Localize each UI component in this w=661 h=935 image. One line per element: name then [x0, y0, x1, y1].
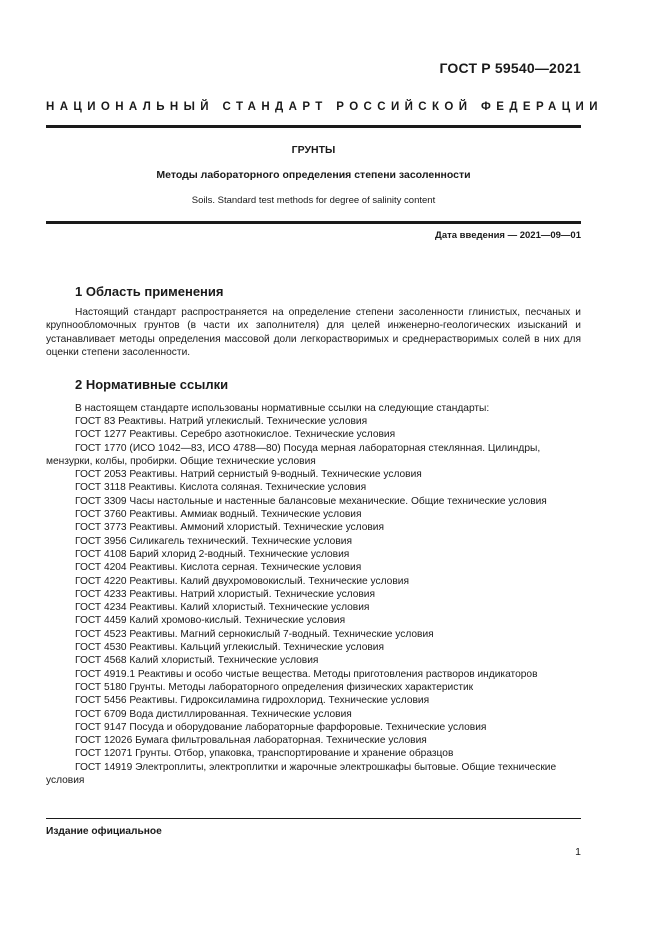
reference-item: ГОСТ 83 Реактивы. Натрий углекислый. Технические условия — [75, 416, 368, 427]
reference-item: ГОСТ 4108 Барий хлорид 2-водный. Технические условия — [75, 548, 350, 560]
page-number: 1 — [575, 846, 581, 858]
section-heading-scope: 1 Область применения — [75, 284, 224, 299]
reference-item: ГОСТ 4459 Калий хромово-кислый. Технические условия — [75, 615, 346, 627]
reference-item: ГОСТ 5180 Грунты. Методы лабораторного определения физических характеристик — [75, 681, 474, 693]
references-lead: В настоящем стандарте использованы нормативные ссылки на следующие стандарты: — [75, 403, 490, 414]
document-title: ГРУНТЫ — [291, 144, 336, 156]
reference-item: ГОСТ 4234 Реактивы. Калий хлористый. Технические условия — [75, 602, 370, 614]
top-rule — [46, 125, 581, 128]
title-bottom-rule — [46, 221, 581, 224]
reference-list — [46, 415, 581, 787]
reference-item: ГОСТ 4919.1 Реактивы и особо чистые вещества. Методы приготовления растворов индикаторов — [75, 668, 538, 680]
introduction-date: Дата введения — 2021—09—01 — [435, 230, 581, 241]
section-heading-references: 2 Нормативные ссылки — [75, 377, 229, 392]
reference-item: ГОСТ 12071 Грунты. Отбор, упаковка, транспортирование и хранение образцов — [75, 748, 454, 760]
reference-item: ГОСТ 4204 Реактивы. Кислота серная. Технические условия — [75, 562, 362, 574]
official-edition-label: Издание официальное — [46, 826, 162, 837]
reference-item: ГОСТ 4523 Реактивы. Магний сернокислый 7-водный. Технические условия — [75, 628, 434, 640]
scope-paragraph: Настоящий стандарт распространяется на определение степени засоленности глинистых, песчаных и крупнообломочных грунтов (в части их заполнителя) для целей инженерно-геологических изысканий и устанавливает методы определения массовой доли легкорастворимых и среднерастворимых солей в них для оценки степени засоленности. — [46, 307, 581, 358]
reference-item: ГОСТ 14919 Электроплиты, электроплитки и жарочные электрошкафы бытовые. Общие технические условия — [46, 761, 557, 787]
reference-item: ГОСТ 4233 Реактивы. Натрий хлористый. Технические условия — [75, 588, 376, 600]
document-number: ГОСТ Р 59540—2021 — [439, 60, 581, 76]
reference-item: ГОСТ 3956 Силикагель технический. Технические условия — [75, 535, 352, 547]
reference-item: ГОСТ 3773 Реактивы. Аммоний хлористый. Технические условия — [75, 522, 384, 534]
reference-item: ГОСТ 12026 Бумага фильтровальная лабораторная. Технические условия — [75, 735, 427, 747]
reference-item: ГОСТ 6709 Вода дистиллированная. Технические условия — [75, 708, 352, 720]
reference-item: ГОСТ 4530 Реактивы. Кальций углекислый. Технические условия — [75, 642, 385, 654]
reference-item: ГОСТ 3760 Реактивы. Аммиак водный. Технические условия — [75, 509, 362, 521]
reference-item: ГОСТ 2053 Реактивы. Натрий сернистый 9-водный. Технические условия — [75, 469, 422, 481]
english-title: Soils. Standard test methods for degree of salinity content — [191, 195, 436, 206]
reference-item: ГОСТ 1770 (ИСО 1042—83, ИСО 4788—80) Посуда мерная лабораторная стеклянная. Цилиндры, мензурки, колбы, пробирки. Общие технические условия — [46, 442, 541, 467]
reference-item: ГОСТ 3309 Часы настольные и настенные балансовые механические. Общие технические условия — [75, 495, 547, 507]
reference-item: ГОСТ 3118 Реактивы. Кислота соляная. Технические условия — [75, 482, 367, 494]
reference-item: ГОСТ 4220 Реактивы. Калий двухромовокислый. Технические условия — [75, 575, 409, 587]
document-subtitle: Методы лабораторного определения степени засоленности — [156, 169, 471, 181]
reference-item: ГОСТ 1277 Реактивы. Серебро азотнокислое. Технические условия — [75, 429, 396, 441]
reference-item: ГОСТ 9147 Посуда и оборудование лабораторные фарфоровые. Технические условия — [75, 721, 487, 733]
national-standard-heading: НАЦИОНАЛЬНЫЙ СТАНДАРТ РОССИЙСКОЙ ФЕДЕРАЦИИ — [46, 101, 603, 113]
reference-item: ГОСТ 4568 Калий хлористый. Технические условия — [75, 655, 319, 667]
reference-item: ГОСТ 5456 Реактивы. Гидроксиламина гидрохлорид. Технические условия — [75, 695, 430, 707]
footer-rule — [46, 818, 581, 819]
